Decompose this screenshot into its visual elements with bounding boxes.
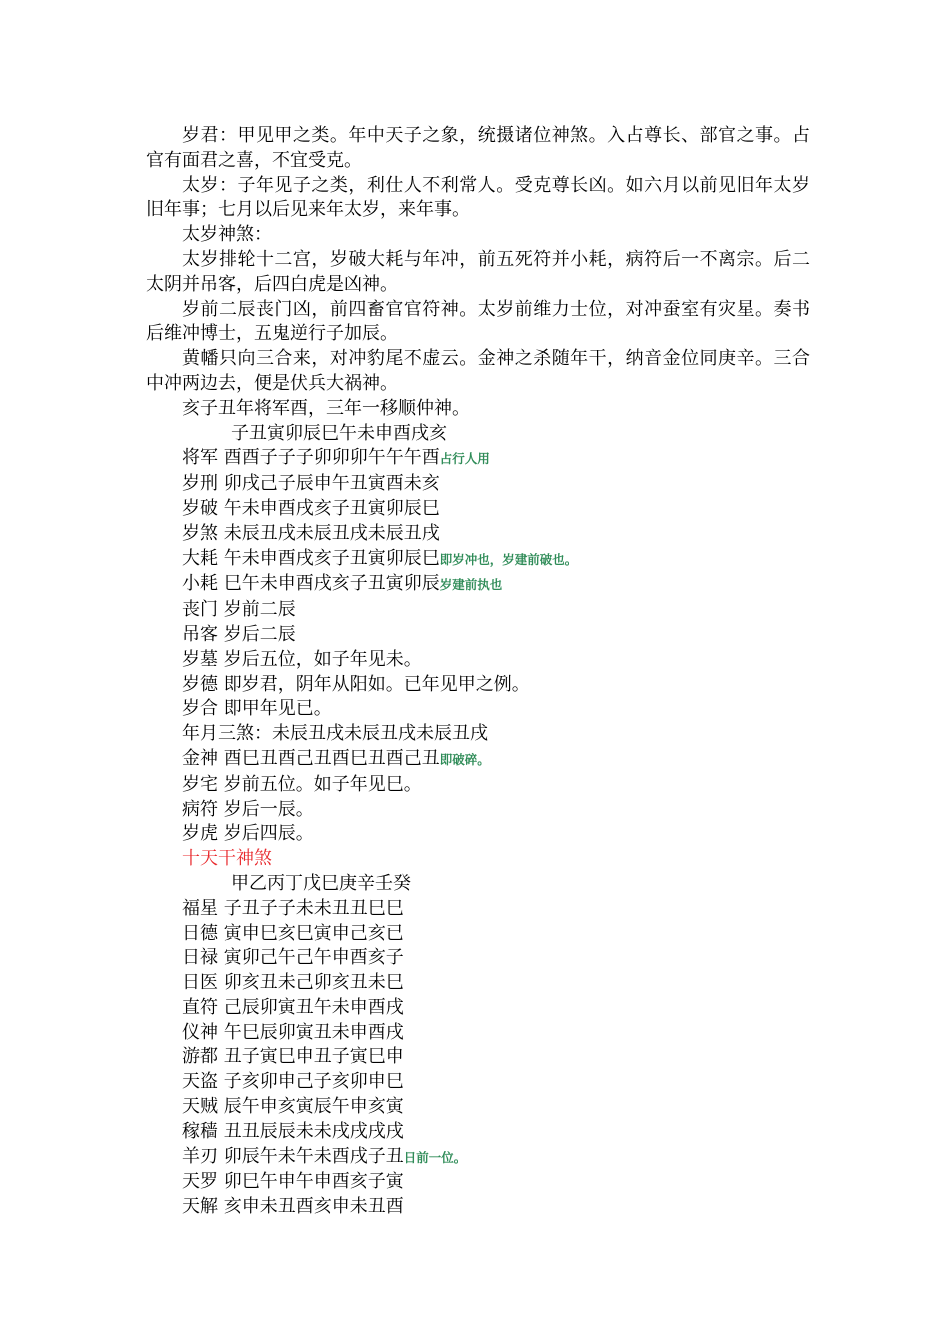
shensha-values: 卯巳午申午申酉亥子寅 (223, 1171, 404, 1193)
paragraph-verse-2: 岁前二辰丧门凶，前四畜官官符神。太岁前维力士位，对冲蚕室有灾星。奏书后维冲博士，五鬼逆行子加辰。 (146, 298, 810, 345)
shensha-note: 占行人用 (439, 451, 490, 467)
shensha-values: 子亥卯申己子亥卯申巳 (223, 1071, 404, 1093)
shensha-values: 酉酉子子子卯卯卯午午午酉 (223, 447, 440, 469)
shensha-values: 寅卯己午己午申酉亥子 (223, 947, 404, 969)
shensha-values: 岁后四辰。 (223, 823, 314, 845)
shensha-name: 岁破 (182, 497, 218, 519)
shensha-row (146, 822, 810, 847)
year-branch-header: 子丑寅卯辰巳午未申酉戌亥 (231, 422, 447, 444)
shensha-name: 岁刑 (182, 473, 218, 495)
shensha-row (146, 522, 810, 547)
shensha-row (146, 1070, 810, 1095)
shensha-row (146, 572, 810, 598)
year-shensha-list (146, 446, 810, 847)
shensha-name: 大耗 (182, 547, 218, 569)
shensha-name: 岁墓 (182, 648, 218, 670)
shensha-name: 直符 (182, 996, 218, 1018)
stem-shensha-list (146, 897, 810, 1220)
shensha-name: 岁合 (182, 698, 218, 720)
shensha-name: 稼穑 (182, 1120, 218, 1142)
paragraph-taisui: 太岁：子年见子之类，利仕人不利常人。受克尊长凶。如六月以前见旧年太岁旧年事；七月以后见来年太岁，来年事。 (146, 174, 810, 221)
shensha-values: 岁前五位。如子年见巳。 (223, 773, 422, 795)
section-title-tiangan: 十天干神煞 (182, 848, 272, 870)
shensha-name: 小耗 (182, 573, 218, 595)
shensha-row (146, 798, 810, 823)
shensha-row (146, 697, 810, 722)
shensha-name: 天盗 (182, 1071, 218, 1093)
shensha-values: 子丑子子未未丑丑巳巳 (223, 897, 404, 919)
shensha-name: 日医 (182, 972, 218, 994)
shensha-values: 己辰卯寅丑午未申酉戌 (223, 996, 404, 1018)
shensha-name: 羊刃 (182, 1145, 218, 1167)
paragraph-verse-1: 太岁排轮十二宫，岁破大耗与年冲，前五死符并小耗，病符后一不离宗。后二太阴并吊客，后四白虎是凶神。 (146, 248, 810, 295)
shensha-name: 金神 (182, 747, 218, 769)
stem-header: 甲乙丙丁戊巳庚辛壬癸 (231, 872, 411, 894)
shensha-note: 即破碎。 (439, 751, 490, 767)
shensha-name: 日禄 (182, 947, 218, 969)
shensha-values: 未辰丑戌未辰丑戌未辰丑戌 (272, 723, 488, 745)
shensha-row (146, 773, 810, 798)
shensha-values: 酉巳丑酉己丑酉巳丑酉己丑 (223, 747, 440, 769)
paragraph-verse-3: 黄幡只向三合来，对冲豹尾不虚云。金神之杀随年干，纳音金位同庚辛。三合中冲两边去，便是伏兵大祸神。 (146, 348, 810, 394)
shensha-name: 丧门 (182, 599, 218, 621)
shensha-row (146, 897, 810, 922)
shensha-row (146, 623, 810, 648)
shensha-name: 岁煞 (182, 522, 218, 544)
shensha-note: 岁建前执也 (439, 577, 503, 593)
shensha-values: 丑子寅巳申丑子寅巳申 (223, 1046, 404, 1068)
paragraph-taisui-shensha-heading: 太岁神煞： (182, 224, 272, 246)
shensha-row (146, 547, 810, 573)
shensha-values: 辰午申亥寅辰午申亥寅 (223, 1096, 404, 1118)
shensha-row (146, 722, 810, 747)
shensha-row (146, 996, 810, 1021)
shensha-values: 岁后一辰。 (223, 798, 314, 820)
document-page (146, 124, 810, 1220)
shensha-row (146, 747, 810, 773)
shensha-name: 岁虎 (182, 823, 218, 845)
shensha-row (146, 673, 810, 698)
shensha-values: 午未申酉戌亥子丑寅卯辰巳 (223, 547, 440, 569)
shensha-values: 即甲年见已。 (223, 698, 332, 720)
shensha-values: 亥申未丑酉亥申未丑酉 (223, 1196, 404, 1218)
paragraph-suijun: 岁君：甲见甲之类。年中天子之象，统摄诸位神煞。入占尊长、部官之事。占官有面君之喜，不宜受克。 (146, 125, 810, 171)
shensha-row (146, 1120, 810, 1145)
shensha-row (146, 598, 810, 623)
shensha-name: 游都 (182, 1046, 218, 1068)
shensha-row (146, 946, 810, 971)
shensha-values: 巳午未申酉戌亥子丑寅卯辰 (223, 573, 440, 595)
shensha-name: 吊客 (182, 623, 218, 645)
shensha-note: 即岁冲也，岁建前破也。 (439, 551, 578, 567)
shensha-row (146, 446, 810, 472)
shensha-row (146, 1145, 810, 1171)
shensha-values: 岁后二辰 (223, 623, 296, 645)
shensha-values: 卯亥丑未己卯亥丑未巳 (223, 972, 404, 994)
shensha-row (146, 1195, 810, 1220)
shensha-row (146, 648, 810, 673)
shensha-name: 天解 (182, 1196, 218, 1218)
shensha-values: 卯戌己子辰申午丑寅酉未亥 (223, 473, 440, 495)
shensha-name: 岁宅 (182, 773, 218, 795)
shensha-values: 丑丑辰辰未未戌戌戌戌 (223, 1120, 404, 1142)
shensha-values: 岁后五位，如子年见未。 (223, 648, 422, 670)
shensha-name: 年月三煞： (182, 723, 272, 745)
shensha-row (146, 971, 810, 996)
shensha-name: 天罗 (182, 1171, 218, 1193)
shensha-row (146, 1045, 810, 1070)
shensha-values: 岁前二辰 (223, 599, 296, 621)
shensha-name: 病符 (182, 798, 218, 820)
shensha-name: 福星 (182, 897, 218, 919)
shensha-name: 将军 (182, 447, 218, 469)
shensha-values: 即岁君，阴年从阳如。已年见甲之例。 (223, 673, 530, 695)
shensha-row (146, 472, 810, 497)
year-intro-line: 亥子丑年将军酉，三年一移顺仲神。 (182, 397, 470, 419)
shensha-values: 未辰丑戌未辰丑戌未辰丑戌 (223, 522, 440, 544)
shensha-row (146, 1170, 810, 1195)
shensha-name: 岁德 (182, 673, 218, 695)
shensha-values: 卯辰午未午未酉戌子丑 (223, 1145, 404, 1167)
shensha-row (146, 922, 810, 947)
shensha-values: 午巳辰卯寅丑未申酉戌 (223, 1021, 404, 1043)
shensha-name: 仪神 (182, 1021, 218, 1043)
shensha-values: 寅申巳亥巳寅申己亥已 (223, 922, 404, 944)
shensha-values: 午未申酉戌亥子丑寅卯辰巳 (223, 497, 440, 519)
shensha-name: 天贼 (182, 1096, 218, 1118)
shensha-note: 日前一位。 (403, 1149, 467, 1165)
shensha-row (146, 1095, 810, 1120)
shensha-row (146, 1021, 810, 1046)
shensha-name: 日德 (182, 922, 218, 944)
shensha-row (146, 497, 810, 522)
